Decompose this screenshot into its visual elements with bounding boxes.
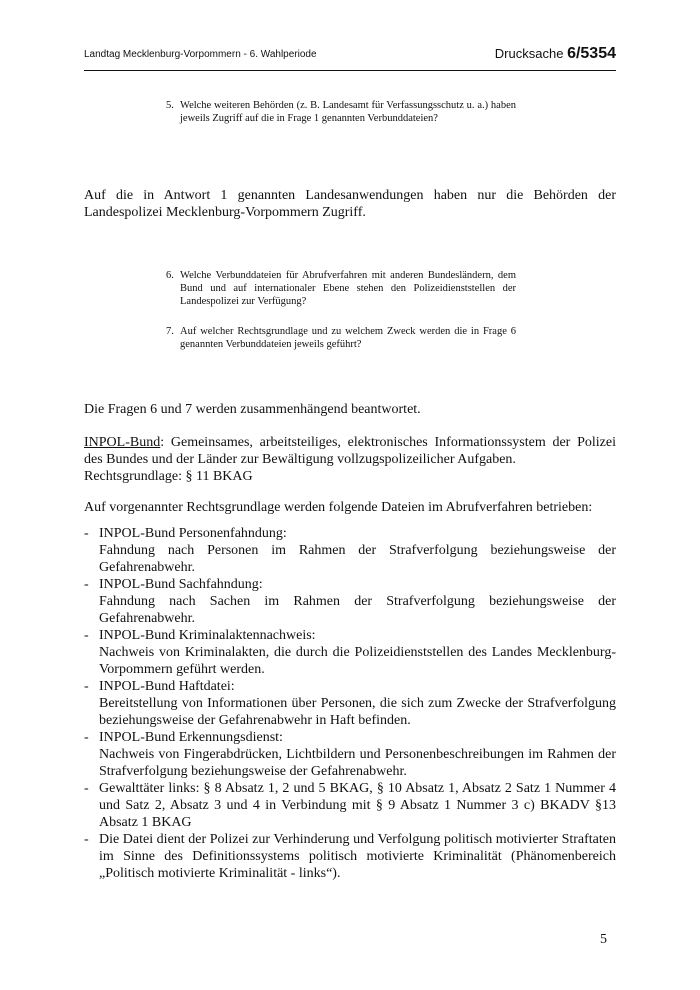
item-description: Nachweis von Fingerabdrücken, Lichtbildern und Personenbeschreibungen im Rahmen der Strafverfolgung beziehungsweise der Gefahrenabwehr. [99, 747, 616, 779]
item-title: Gewalttäter links: § 8 Absatz 1, 2 und 5 BKAG, § 10 Absatz 1, Absatz 2 Satz 1 Nummer 4 und Satz 2, Absatz 3 und 4 in Verbindung mit § 9 Absatz 1 Nummer 3 c) BKADV §13 Absatz 1 BKAG [99, 781, 616, 830]
list-item [84, 729, 616, 780]
list-item [84, 678, 616, 729]
parliament-label: Landtag Mecklenburg-Vorpommern - 6. Wahlperiode [84, 49, 317, 60]
item-title: INPOL-Bund Haftdatei: [99, 679, 235, 694]
question-text: Welche Verbunddateien für Abrufverfahren mit anderen Bundesländern, dem Bund und auf internationaler Ebene stehen den Polizeidienststellen der Landespolizei zur Verfügung? [180, 270, 516, 307]
item-title: INPOL-Bund Sachfahndung: [99, 577, 263, 592]
document-number [495, 45, 616, 63]
item-description: Bereitstellung von Informationen über Personen, die sich zum Zwecke der Strafverfolgung beziehungsweise der Gefahrenabwehr in Haft befinden. [99, 696, 616, 728]
inpol-text: : Gemeinsames, arbeitsteiliges, elektronisches Informationssystem der Polizei des Bundes und der Länder zur Bewältigung vollzugspolizeilicher Aufgaben. [84, 435, 616, 467]
item-description: Nachweis von Kriminalakten, die durch die Polizeidienststellen des Landes Mecklenburg-Vorpommern geführt werden. [99, 645, 616, 677]
list-item [84, 576, 616, 627]
list-dash: - [84, 628, 89, 643]
question-number: 6. [166, 270, 174, 281]
list-item [84, 780, 616, 831]
item-title: Die Datei dient der Polizei zur Verhinderung und Verfolgung politisch motivierter Straftaten im Sinne des Definitionssystems politisch motivierte Kriminalität (Phänomenbereich „Politisch motivierte Kriminalität - links“). [99, 832, 616, 881]
item-title: INPOL-Bund Personenfahndung: [99, 526, 287, 541]
list-item [84, 525, 616, 576]
inpol-definition [84, 434, 616, 485]
page-header [84, 40, 616, 71]
list-dash: - [84, 679, 89, 694]
files-intro: Auf vorgenannter Rechtsgrundlage werden folgende Dateien im Abrufverfahren betrieben: [84, 500, 593, 515]
doc-number: 6/5354 [567, 45, 616, 62]
question-number: 5. [166, 100, 174, 111]
page-number: 5 [600, 932, 607, 947]
answer-6-7: Die Fragen 6 und 7 werden zusammenhängend beantwortet. [84, 402, 421, 417]
list-dash: - [84, 781, 89, 796]
doc-label: Drucksache [494, 46, 564, 61]
question-number: 7. [166, 326, 174, 337]
list-item [84, 831, 616, 882]
question-6 [166, 269, 516, 308]
question-text: Welche weiteren Behörden (z. B. Landesamt für Verfassungsschutz u. a.) haben jeweils Zugriff auf die in Frage 1 genannten Verbunddateien? [180, 100, 516, 124]
file-list [84, 525, 616, 882]
item-title: INPOL-Bund Erkennungsdienst: [99, 730, 283, 745]
list-dash: - [84, 526, 89, 541]
item-description: Fahndung nach Sachen im Rahmen der Strafverfolgung beziehungsweise der Gefahrenabwehr. [99, 594, 616, 626]
list-dash: - [84, 730, 89, 745]
list-item [84, 627, 616, 678]
question-text: Auf welcher Rechtsgrundlage und zu welchem Zweck werden die in Frage 6 genannten Verbunddateien jeweils geführt? [180, 326, 516, 350]
item-description: Fahndung nach Personen im Rahmen der Strafverfolgung beziehungsweise der Gefahrenabwehr. [99, 543, 616, 575]
question-7 [166, 325, 516, 351]
item-title: INPOL-Bund Kriminalaktennachweis: [99, 628, 316, 643]
legal-basis: Rechtsgrundlage: § 11 BKAG [84, 469, 253, 484]
question-5 [166, 99, 516, 125]
list-dash: - [84, 577, 89, 592]
inpol-term: INPOL-Bund [84, 435, 161, 450]
list-dash: - [84, 832, 89, 847]
answer-5: Auf die in Antwort 1 genannten Landesanwendungen haben nur die Behörden der Landespolizei Mecklenburg-Vorpommern Zugriff. [84, 188, 616, 220]
